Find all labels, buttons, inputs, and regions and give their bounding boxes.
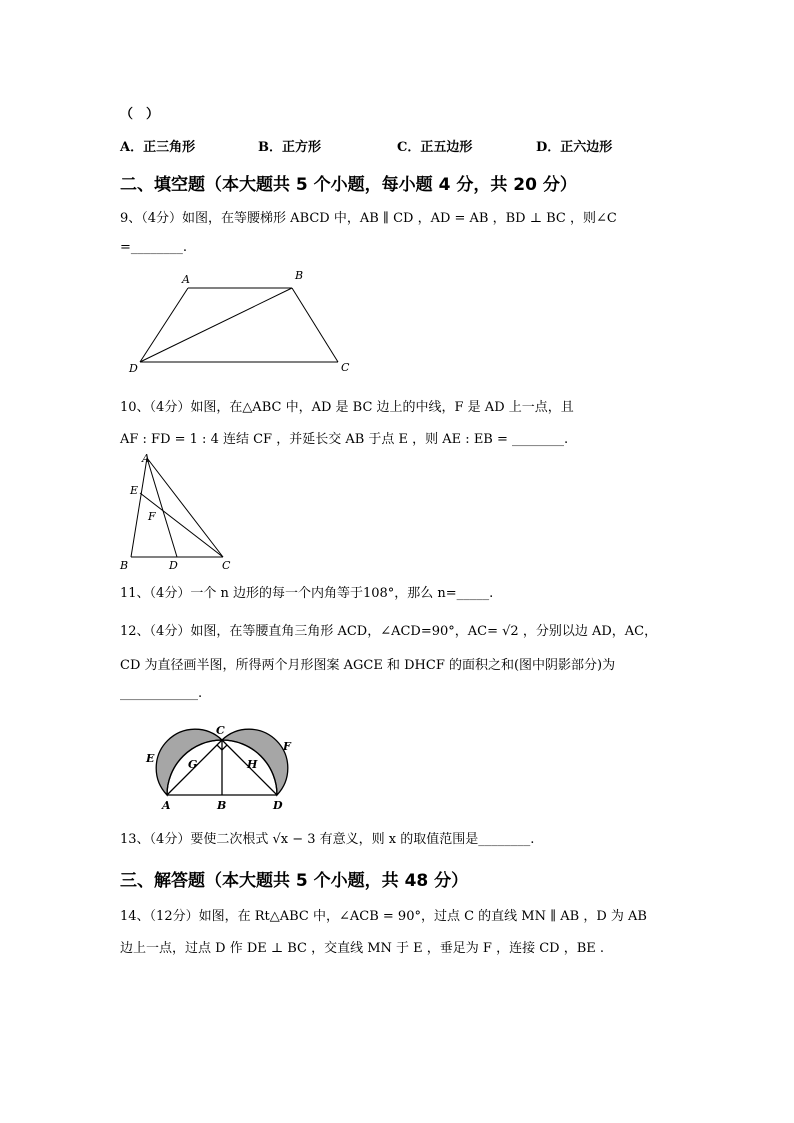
question-12-text: 12、（4分）如图，在等腰直角三角形 ACD，∠ACD=90°，AC= √2 ，分别以边 AD，AC，	[120, 624, 658, 639]
question-11-text: 11、（4分）一个 n 边形的每一个内角等于108°，那么 n=_____.	[120, 586, 494, 601]
option-c: C．正五边形	[397, 140, 473, 155]
label-d: D	[129, 362, 138, 375]
option-d: D．正六边形	[536, 140, 613, 155]
label-f: F	[148, 510, 156, 523]
label-c: C	[216, 724, 225, 737]
label-e: E	[130, 484, 139, 497]
label-c: C	[222, 559, 231, 572]
label-b: B	[120, 559, 129, 572]
question-12-blank: ____________.	[120, 686, 203, 701]
label-e: E	[146, 752, 155, 765]
option-b: B．正方形	[258, 140, 321, 155]
label-d: D	[169, 559, 178, 572]
triangle-abc-figure	[115, 450, 245, 575]
section-heading-answer: 三、解答题（本大题共 5 个小题，共 48 分）	[120, 871, 469, 891]
question-9-text: 9、（4分）如图，在等腰梯形 ABCD 中，AB ∥ CD ，AD = AB ，BD ⊥ BC ，则∠C	[120, 211, 617, 226]
question-10-ratio-text: AF : FD = 1 : 4 连结 CF ，并延长交 AB 于点 E ，则 AE : EB = ________.	[120, 432, 569, 447]
question-10-text: 10、（4分）如图，在△ABC 中，AD 是 BC 边上的中线，F 是 AD 上一点，且	[120, 400, 574, 415]
question-9-blank: =________.	[120, 240, 188, 255]
label-a: A	[142, 452, 150, 465]
option-a: A．正三角形	[120, 140, 196, 155]
label-c: C	[341, 361, 350, 374]
question-14-text-cont: 边上一点，过点 D 作 DE ⊥ BC ，交直线 MN 于 E ，垂足为 F ，连接 CD ，BE .	[120, 941, 605, 956]
question-12-text-cont: CD 为直径画半图，所得两个月形图案 AGCE 和 DHCF 的面积之和(图中阴影部分)为	[120, 658, 616, 673]
label-h: H	[247, 758, 258, 771]
label-a: A	[182, 273, 190, 286]
label-a: A	[162, 799, 171, 812]
label-b: B	[295, 269, 304, 282]
trapezoid-figure	[120, 266, 360, 378]
answer-parentheses: （ ）	[120, 107, 160, 122]
lune-figure	[140, 718, 310, 813]
question-14-text: 14、（12分）如图，在 Rt△ABC 中，∠ACB = 90°，过点 C 的直线 MN ∥ AB ，D 为 AB	[120, 909, 647, 924]
section-heading-fill-blank: 二、填空题（本大题共 5 个小题，每小题 4 分，共 20 分）	[120, 175, 577, 195]
label-d: D	[273, 799, 283, 812]
question-13-text: 13、（4分）要使二次根式 √x − 3 有意义，则 x 的取值范围是________.	[120, 832, 535, 847]
label-f: F	[283, 740, 291, 753]
label-b: B	[217, 799, 227, 812]
label-g: G	[188, 758, 198, 771]
